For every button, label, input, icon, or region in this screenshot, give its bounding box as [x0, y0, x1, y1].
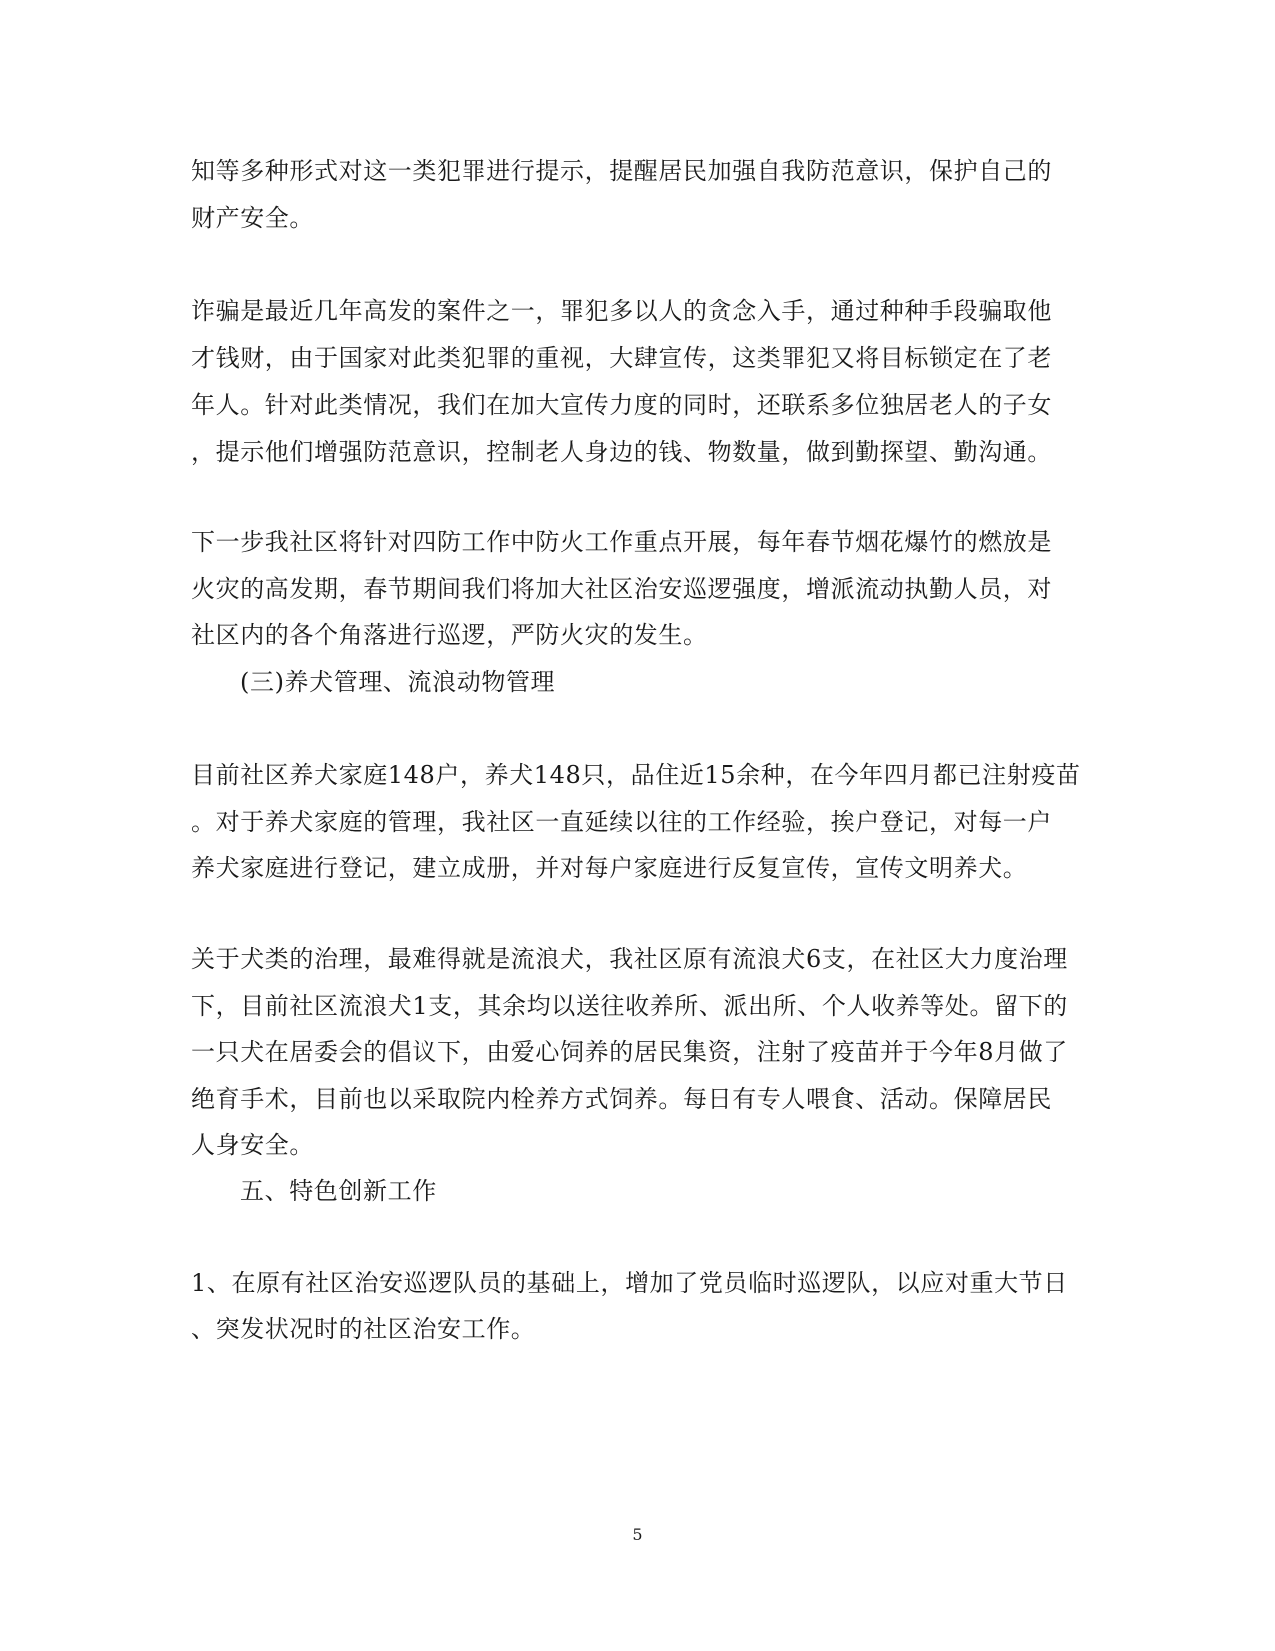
text-line: 养犬家庭进行登记，建立成册，并对每户家庭进行反复宣传，宣传文明养犬。: [191, 854, 1028, 882]
section-heading: (三)养犬管理、流浪动物管理: [240, 668, 556, 696]
text-line: 关于犬类的治理，最难得就是流浪犬，我社区原有流浪犬6支，在社区大力度治理: [191, 945, 1068, 973]
page-number: 5: [632, 1525, 643, 1544]
text-line: ，提示他们增强防范意识，控制老人身边的钱、物数量，做到勤探望、勤沟通。: [191, 438, 1052, 466]
text-line: 人身安全。: [191, 1131, 314, 1159]
text-line: 才钱财，由于国家对此类犯罪的重视，大肆宣传，这类罪犯又将目标锁定在了老: [191, 344, 1052, 372]
section-heading: 五、特色创新工作: [240, 1177, 437, 1205]
text-line: 年人。针对此类情况，我们在加大宣传力度的同时，还联系多位独居老人的子女: [191, 391, 1052, 419]
text-line: 诈骗是最近几年高发的案件之一，罪犯多以人的贪念入手，通过种种手段骗取他: [191, 297, 1052, 325]
text-line: 、突发状况时的社区治安工作。: [191, 1315, 536, 1343]
text-line: 下一步我社区将针对四防工作中防火工作重点开展，每年春节烟花爆竹的燃放是: [191, 528, 1052, 556]
text-line: 下，目前社区流浪犬1支，其余均以送往收养所、派出所、个人收养等处。留下的: [191, 992, 1068, 1020]
text-line: 1、在原有社区治安巡逻队员的基础上，增加了党员临时巡逻队，以应对重大节日: [191, 1269, 1068, 1297]
text-line: 知等多种形式对这一类犯罪进行提示，提醒居民加强自我防范意识，保护自己的: [191, 157, 1052, 185]
text-line: 绝育手术，目前也以采取院内栓养方式饲养。每日有专人喂食、活动。保障居民: [191, 1085, 1052, 1113]
text-line: 一只犬在居委会的倡议下，由爱心饲养的居民集资，注射了疫苗并于今年8月做了: [191, 1038, 1068, 1066]
text-line: 社区内的各个角落进行巡逻，严防火灾的发生。: [191, 621, 708, 649]
text-line: 财产安全。: [191, 204, 314, 232]
text-line: 火灾的高发期，春节期间我们将加大社区治安巡逻强度，增派流动执勤人员，对: [191, 575, 1052, 603]
text-line: 。对于养犬家庭的管理，我社区一直延续以往的工作经验，挨户登记，对每一户: [191, 808, 1052, 836]
text-line: 目前社区养犬家庭148户，养犬148只，品住近15余种，在今年四月都已注射疫苗: [191, 761, 1081, 789]
